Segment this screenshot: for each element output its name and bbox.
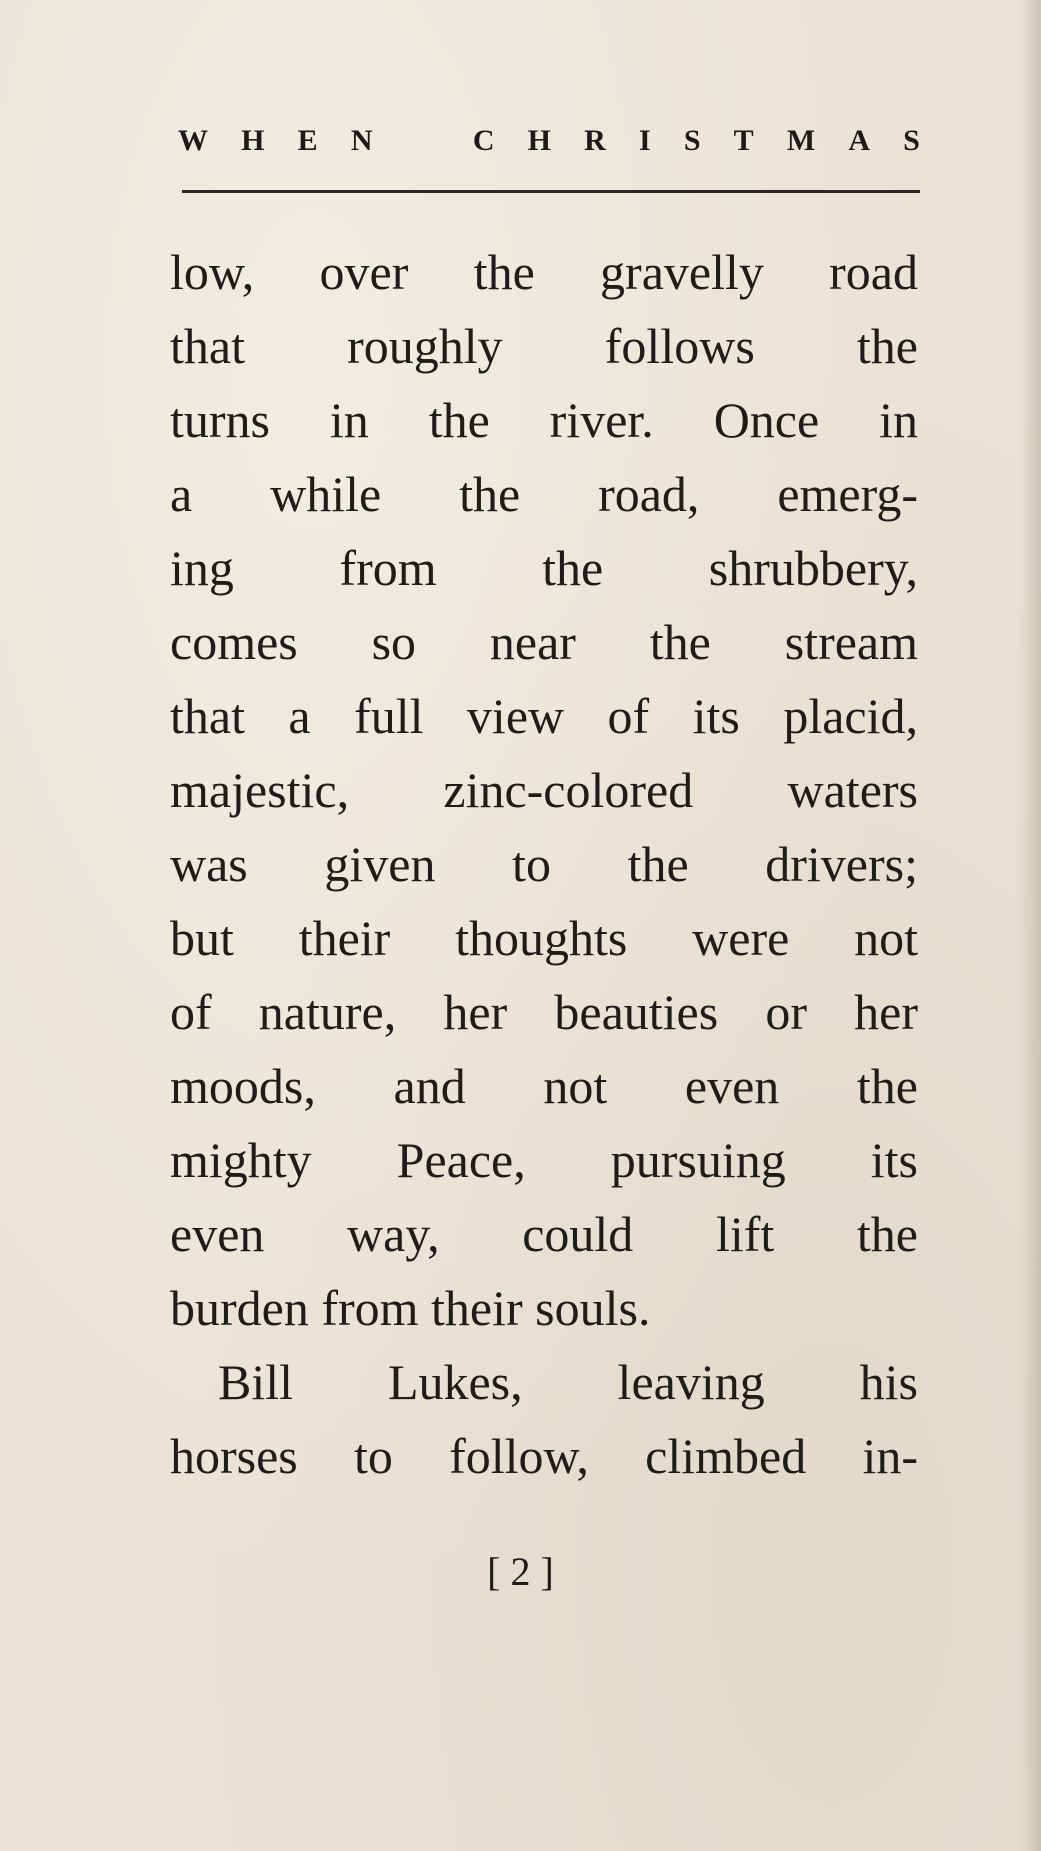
running-head-letter: A [848,124,870,157]
running-head-letter: T [733,124,754,157]
running-head-letter: S [683,124,701,157]
header-rule [182,190,920,193]
text-line: of nature, her beauties or her [170,984,918,1040]
running-head-letter: E [297,124,318,157]
running-head-letter: N [350,124,373,157]
running-head-letter: I [638,124,651,157]
text-line: low, over the gravelly road [170,244,918,300]
running-head-letter: W [178,124,208,157]
text-line: comes so near the stream [170,614,918,670]
text-line: turns in the river. Once in [170,392,918,448]
text-line: mighty Peace, pursuing its [170,1132,918,1188]
running-head-space [406,124,440,158]
running-head-letter: M [786,124,816,157]
text-line: but their thoughts were not [170,910,918,966]
page-number: [ 2 ] [487,1549,554,1594]
running-head-letter: C [472,124,495,157]
running-head [178,124,920,158]
running-head-letter: S [903,124,920,157]
text-line: Bill Lukes, leaving his [218,1354,918,1410]
running-head-letter: H [241,124,265,157]
text-line: majestic, zinc-colored waters [170,762,918,818]
body-text [170,235,918,1493]
text-line: a while the road, emerg- [170,466,918,522]
text-line: horses to follow, climbed in- [170,1428,918,1484]
text-line: was given to the drivers; [170,836,918,892]
text-line: that roughly follows the [170,318,918,374]
running-head-letter: H [527,124,551,157]
running-head-letter: R [584,124,606,157]
text-line: ing from the shrubbery, [170,540,918,596]
text-line: even way, could lift the [170,1206,918,1262]
text-line: that a full view of its placid, [170,688,918,744]
text-line: burden from their souls. [170,1280,651,1336]
text-line: moods, and not even the [170,1058,918,1114]
